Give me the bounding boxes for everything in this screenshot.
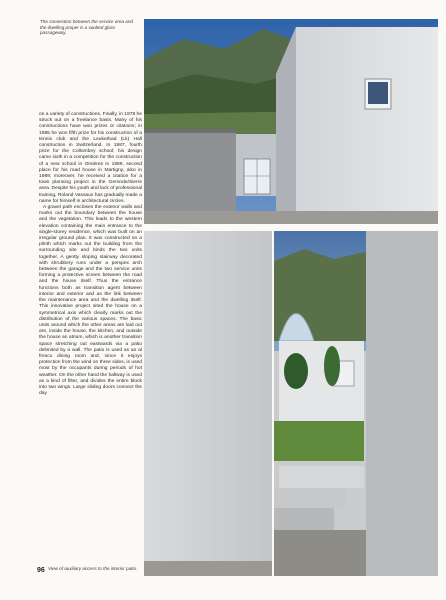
article-body: [39, 112, 142, 397]
page-number: 96: [37, 567, 45, 574]
article-paragraph-2: A gravel path encloses the exterior walls and marks out the boundary between the house and the vegetation. This leads to the western elevation containing the main entrance to the single-storey residence, which was built on an irregular ground plan. It was constructed on a plinth which marks out the building from the surrounding site and binds the two units together. A gently sloping stairway decorated with shrubbery runs under a perspex arch between the garage and the two service units forming a protective screen between the road and the house itself. Thus the entrance functions both as transition agent between interior and exterior and as the link between the maintenance area and the dwelling itself. This innovative project sited the house on a symmetrical axis which clearly marks out the distribution of the various spaces. The basic units around which the other areas are laid out are, inside the house, the kitchen, and outside the house an atrium, which is another transition space stretching out eastwards via a patio delimited by a wall. The patio is used as an al fresco dining room and, since it enjoys protection from the wind on three sides, is used most by the occupants during periods of hot weather. On the other hand the hallway is used as a kind of filter, and divides the entire block into two wings. Large sliding doors connect the day: [39, 205, 142, 397]
photo-house-exterior: [144, 19, 438, 224]
article-paragraph-1: on a variety of constructions. Finally, in 1978 he struck out on a freelance basis. Many of his constructions have won prizes or citations; in 1985 he won fifth prize for his construction of a tennis club and the Leukerbad (Lk) Hall construction in Switzerland. In 1987, fourth prize for the Collombey school; his design came sixth in a competition for the construction of a new school in Orsières in 1989, second place for his road house in Martigny, also in 1989; moreover, he received a citation for a town planning project in the Geronde/Sierre area. Despite his youth and lack of professional training, Roland Vassaux has gradually made a name for himself in architectural circles.: [39, 112, 142, 204]
photo-exterior-wall: [144, 231, 272, 576]
photo-patio-access: [274, 231, 438, 576]
caption-bottom: View of auxiliary access to the interior patio.: [48, 566, 138, 571]
caption-top: The connection between the service area and the dwelling proper is a vaulted glass passageway.: [40, 19, 133, 36]
